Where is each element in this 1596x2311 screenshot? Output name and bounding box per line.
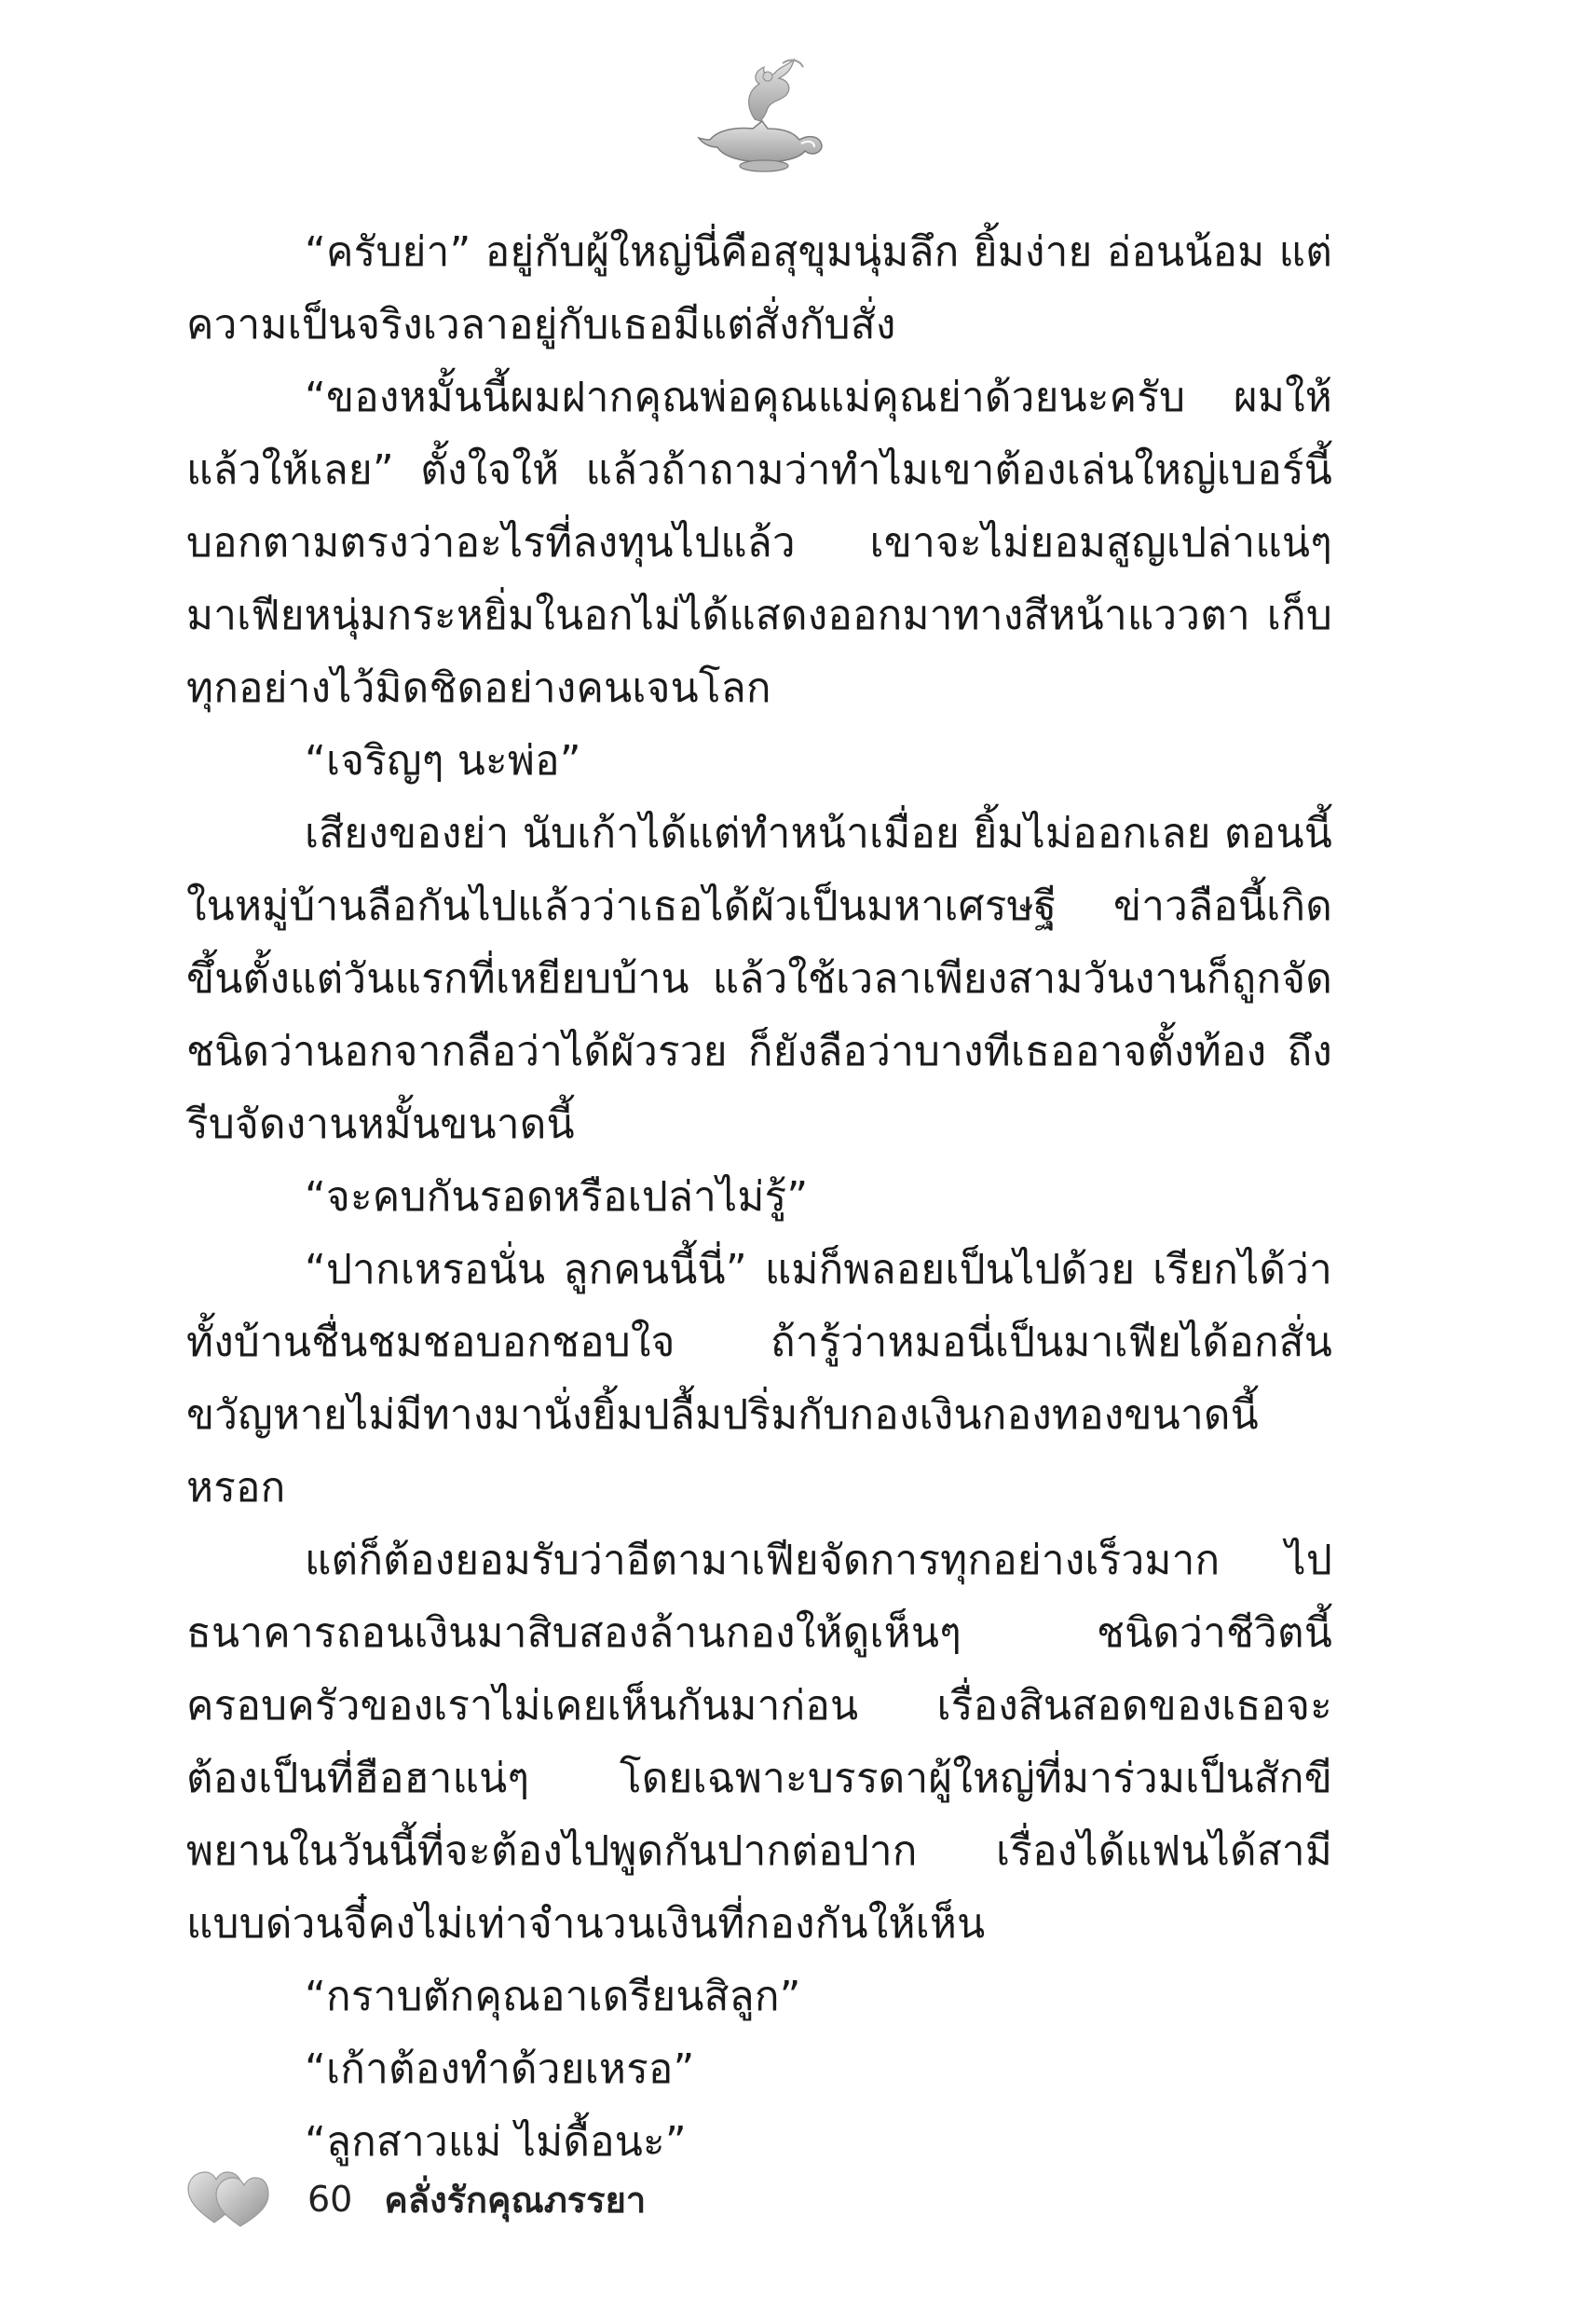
- paragraph: “ลูกสาวแม่ ไม่ดื้อนะ”: [305, 2118, 687, 2166]
- paragraph: “ปากเหรอนั่น ลูกคนนี้นี่” แม่ก็พลอยเป็นไปด้วย เรียกได้ว่าทั้งบ้านชื่นชมชอบอกชอบใจ ถ้ารู้ว่าหมอนี่เป็นมาเฟียได้อกสั่นขวัญหายไม่มีทางมานั่งยิ้มปลื้มปริ่มกับกองเงินกองทองขนาดนี้หรอก: [186, 1246, 1332, 1511]
- paragraph: เสียงของย่า นับเก้าได้แต่ทำหน้าเมื่อย ยิ้มไม่ออกเลย ตอนนี้ในหมู่บ้านลือกันไปแล้วว่าเธอได้ผัวเป็นมหาเศรษฐี ข่าวลือนี้เกิดขึ้นตั้งแต่วันแรกที่เหยียบบ้าน แล้วใช้เวลาเพียงสามวันงานก็ถูกจัดชนิดว่านอกจากลือว่าได้ผัวรวย ก็ยังลือว่าบางทีเธออาจตั้งท้อง ถึงรีบจัดงานหมั้นขนาดนี้: [186, 810, 1332, 1148]
- page-number: 60: [307, 2179, 353, 2220]
- genie-lamp-icon: [689, 54, 829, 175]
- paragraph: “เก้าต้องทำด้วยเหรอ”: [305, 2045, 695, 2093]
- page-footer: [186, 2157, 646, 2241]
- paragraph: “เจริญๆ นะพ่อ”: [305, 737, 581, 785]
- paragraph: “ของหมั้นนี้ผมฝากคุณพ่อคุณแม่คุณย่าด้วยนะครับ ผมให้แล้วให้เลย” ตั้งใจให้ แล้วถ้าถามว่าทำไมเขาต้องเล่นใหญ่เบอร์นี้ บอกตามตรงว่าอะไรที่ลงทุนไปแล้ว เขาจะไม่ยอมสูญเปล่าแน่ๆ มาเฟียหนุ่มกระหยิ่มในอกไม่ได้แสดงออกมาทางสีหน้าแววตา เก็บทุกอย่างไว้มิดชิดอย่างคนเจนโลก: [186, 374, 1332, 712]
- book-title: คลั่งรักคุณภรรยา: [384, 2179, 647, 2221]
- hearts-icon: [186, 2167, 270, 2232]
- paragraph: “กราบตักคุณอาเดรียนสิลูก”: [305, 1973, 801, 2020]
- paragraph: แต่ก็ต้องยอมรับว่าอีตามาเฟียจัดการทุกอย่างเร็วมาก ไปธนาคารถอนเงินมาสิบสองล้านกองให้ดูเห็นๆ ชนิดว่าชีวิตนี้ครอบครัวของเราไม่เคยเห็นกันมาก่อน เรื่องสินสอดของเธอจะต้องเป็นที่ฮือฮาแน่ๆ โดยเฉพาะบรรดาผู้ใหญ่ที่มาร่วมเป็นสักขีพยานในวันนี้ที่จะต้องไปพูดกันปากต่อปาก เรื่องได้แฟนได้สามีแบบด่วนจี๋คงไม่เท่าจำนวนเงินที่กองกันให้เห็น: [186, 1537, 1332, 1948]
- paragraph: “จะคบกันรอดหรือเปล่าไม่รู้”: [305, 1173, 809, 1221]
- body-text: [186, 216, 1332, 2179]
- paragraph: “ครับย่า” อยู่กับผู้ใหญ่นี่คือสุขุมนุ่มลึก ยิ้มง่าย อ่อนน้อม แต่ความเป็นจริงเวลาอยู่กับเธอมีแต่สั่งกับสั่ง: [186, 228, 1332, 349]
